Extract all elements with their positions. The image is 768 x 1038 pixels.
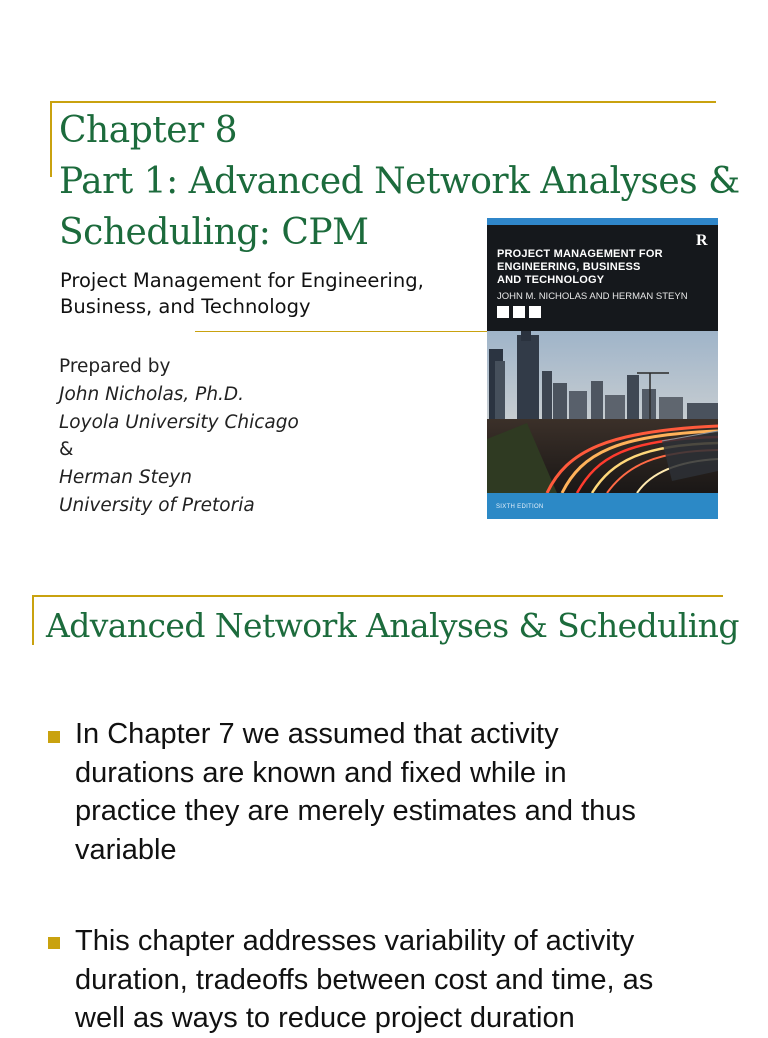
- title-rule-vertical: [32, 595, 34, 645]
- subtitle-line: Business, and Technology: [60, 295, 311, 318]
- bullet-line: durations are known and fixed while in: [75, 756, 567, 789]
- cover-title: [497, 248, 692, 287]
- bullet-line: practice they are merely estimates and thus: [75, 795, 636, 827]
- author-affiliation: University of Pretoria: [59, 495, 255, 516]
- cover-square-icon: [497, 306, 509, 318]
- bullet-item: [75, 922, 755, 1038]
- cover-stripe: [487, 218, 718, 225]
- chapter-title: Chapter 8: [59, 110, 238, 151]
- bullet-line: duration, tradeoffs between cost and time, as: [75, 963, 654, 996]
- subtitle-rule: [195, 331, 487, 332]
- cover-title-line: AND TECHNOLOGY: [497, 274, 605, 286]
- bullet-line: In Chapter 7 we assumed that activity: [75, 718, 559, 750]
- bullet-line: variable: [75, 833, 177, 866]
- subtitle-line: Project Management for Engineering,: [60, 269, 424, 292]
- city-highway-photo: [487, 331, 718, 493]
- bullet-square-icon: [48, 937, 60, 949]
- bullet-square-icon: [48, 731, 60, 743]
- prepared-by-label: Prepared by: [59, 356, 171, 377]
- part-title-continued: Scheduling: CPM: [59, 212, 369, 253]
- publisher-logo: R: [696, 232, 708, 249]
- cover-title-line: ENGINEERING, BUSINESS: [497, 261, 641, 273]
- cover-square-icon: [513, 306, 525, 318]
- title-rule-horizontal: [33, 595, 723, 597]
- cover-title-line: PROJECT MANAGEMENT FOR: [497, 248, 663, 260]
- bullet-item: [75, 715, 755, 869]
- author-name: John Nicholas, Ph.D.: [59, 384, 245, 405]
- cover-edition: SIXTH EDITION: [496, 504, 544, 510]
- part-title: Part 1: Advanced Network Analyses &: [59, 161, 740, 202]
- book-subtitle: [60, 268, 480, 320]
- book-cover-image: [487, 218, 718, 519]
- author-name: Herman Steyn: [59, 467, 192, 488]
- bullet-line: well as ways to reduce project duration: [75, 1002, 575, 1034]
- cover-square-icon: [529, 306, 541, 318]
- slide-title: Advanced Network Analyses & Scheduling: [46, 606, 739, 645]
- cover-authors: JOHN M. NICHOLAS AND HERMAN STEYN: [497, 291, 688, 302]
- ampersand: &: [59, 439, 74, 460]
- bullet-line: This chapter addresses variability of activity: [75, 925, 635, 957]
- author-affiliation: Loyola University Chicago: [59, 412, 299, 433]
- title-rule-horizontal: [50, 101, 716, 103]
- title-rule-vertical: [50, 101, 52, 177]
